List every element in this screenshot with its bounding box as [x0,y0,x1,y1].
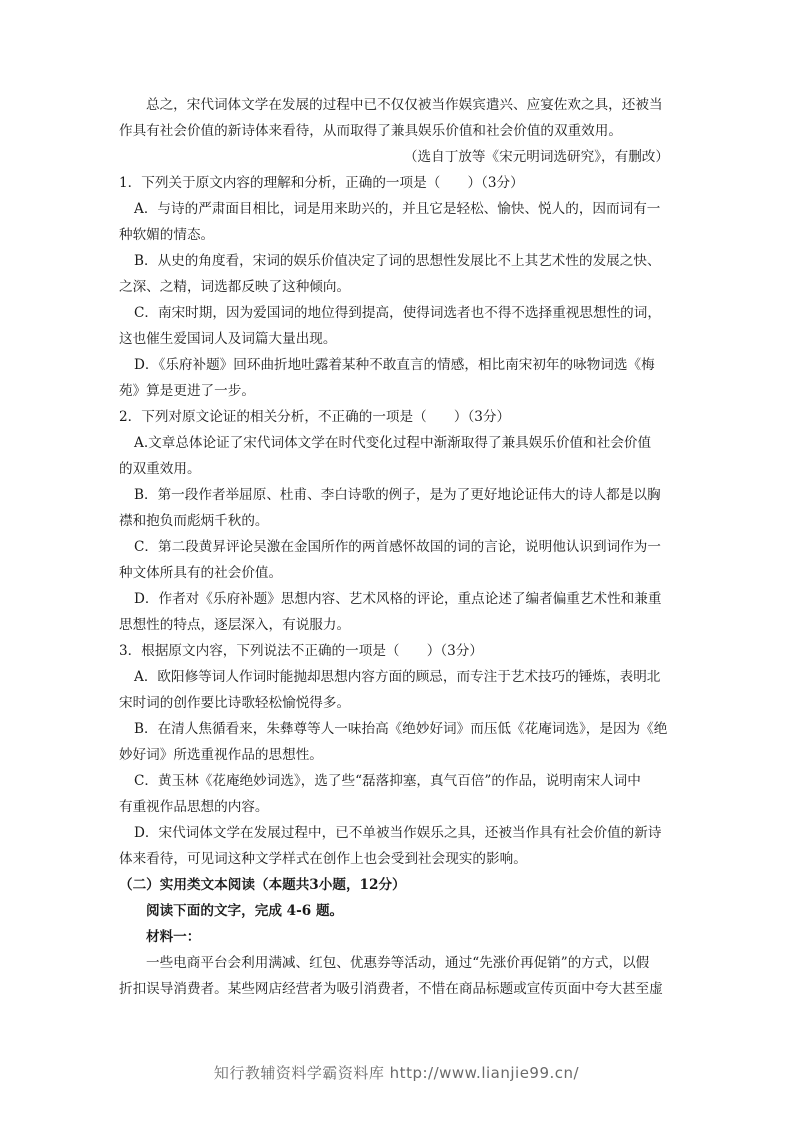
text-line: 的双重效用。 [119,461,201,477]
text-line: 作具有社会价值的新诗体来看待，从而取得了兼具娱乐价值和社会价值的双重效用。 [119,123,622,139]
text-line: 阅读下面的文字，完成 4-6 题。 [146,903,344,919]
text-line: 体来看待，可见词这种文学样式在创作上也会受到社会现实的影响。 [119,851,527,867]
text-line: C．第二段黄昇评论吴激在金国所作的两首感怀故国的词的言论，说明他认识到词作为一 [134,539,661,555]
text-line: 妙好词》所选重视作品的思想性。 [119,747,323,763]
text-line: D．宋代词体文学在发展过程中，已不单被当作娱乐之具，还被当作具有社会价值的新诗 [134,825,662,841]
text-line: 有重视作品思想的内容。 [119,799,269,815]
text-line: 宋时词的创作要比诗歌轻松愉悦得多。 [119,695,351,711]
text-line: 材料一： [146,929,201,945]
text-line: （二）实用类文本阅读（本题共3小题，12分） [119,877,406,893]
text-line: （选自丁放等《宋元明词选研究》，有删改） [403,149,669,165]
text-line: 种软媚的情态。 [119,227,215,243]
text-line: B．在清人焦循看来，朱彝尊等人一味抬高《绝妙好词》而压低《花庵词选》，是因为《绝 [134,721,668,737]
footer-watermark: 知行教辅资料学霸资料库 http://www.lianjie99.cn/ [213,1064,580,1082]
text-line: 之深、之精，词选都反映了这种倾向。 [119,279,351,295]
text-line: 3．根据原文内容，下列说法不正确的一项是（ ）（3分） [119,643,483,659]
text-line: 襟和抱负而彪炳千秋的。 [119,513,269,529]
text-line: A．欧阳修等词人作词时能抛却思想内容方面的顾忌，而专注于艺术技巧的锤炼，表明北 [134,669,661,685]
text-line: 苑》算是更进了一步。 [119,383,255,399]
text-line: 2．下列对原文论证的相关分析，不正确的一项是（ ）（3分） [119,409,511,425]
text-line: D．《乐府补题》回环曲折地吐露着某种不敢直言的情感，相比南宋初年的咏物词选《梅 [134,357,655,373]
text-line: 1．下列关于原文内容的理解和分析，正确的一项是（ ）（3分） [119,175,524,191]
text-line: 思想性的特点，逐层深入，有说服力。 [119,617,351,633]
text-line: 折扣误导消费者。某些网店经营者为吸引消费者，不惜在商品标题或宣传页面中夸大甚至虚 [119,981,663,997]
text-line: D．作者对《乐府补题》思想内容、艺术风格的评论，重点论述了编者偏重艺术性和兼重 [134,591,662,607]
text-line: B．第一段作者举屈原、杜甫、李白诗歌的例子，是为了更好地论证伟大的诗人都是以胸 [134,487,661,503]
text-line: C．南宋时期，因为爱国词的地位得到提高，使得词选者也不得不选择重视思想性的词， [134,305,661,321]
text-line: B．从史的角度看，宋词的娱乐价值决定了词的思想性发展比不上其艺术性的发展之快、 [134,253,661,269]
text-line: 这也催生爱国词人及词篇大量出现。 [119,331,337,347]
document-body [119,92,675,1002]
text-line: 种文体所具有的社会价值。 [119,565,283,581]
text-line: A．与诗的严肃面目相比，词是用来助兴的，并且它是轻松、愉快、悦人的，因而词有一 [134,201,661,217]
text-line: 一些电商平台会利用满减、红包、优惠券等活动，通过“先涨价再促销”的方式，以假 [146,955,650,971]
text-line: C．黄玉林《花庵绝妙词选》，选了些“磊落抑塞，真气百倍”的作品，说明南宋人词中 [134,773,641,789]
text-line: A.文章总体论证了宋代词体文学在时代变化过程中渐渐取得了兼具娱乐价值和社会价值 [134,435,652,451]
text-line: 总之，宋代词体文学在发展的过程中已不仅仅被当作娱宾遣兴、应宴佐欢之具，还被当 [146,97,663,113]
